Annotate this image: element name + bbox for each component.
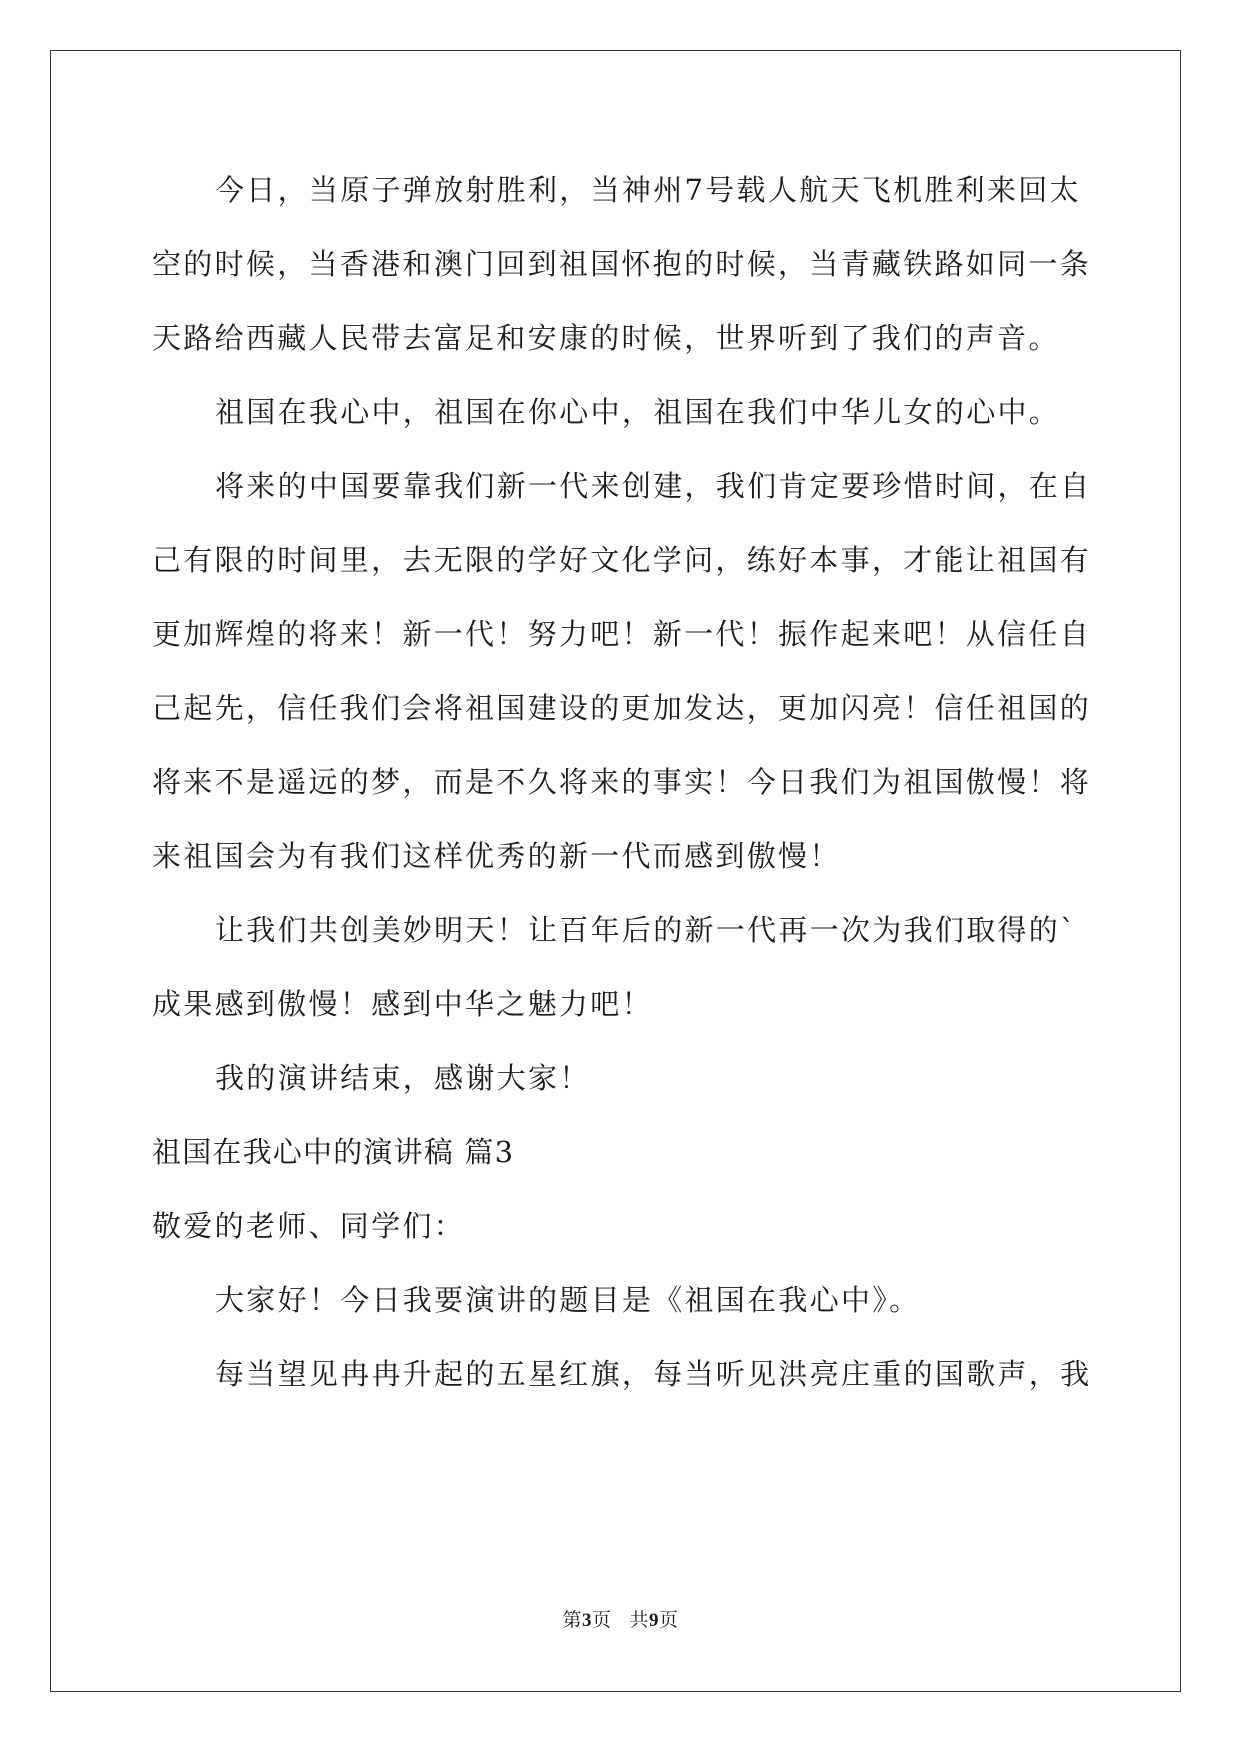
text-line: 己有限的时间里，去无限的学好文化学问，练好本事，才能让祖国有 <box>152 543 1092 577</box>
text-line: 我的演讲结束，感谢大家！ <box>215 1061 591 1095</box>
page-number-suffix: 页 <box>591 1609 612 1631</box>
text-line: 更加辉煌的将来！新一代！努力吧！新一代！振作起来吧！从信任自 <box>152 617 1092 651</box>
document-body <box>152 160 1092 1418</box>
text-line: 每当望见冉冉升起的五星红旗，每当听见洪亮庄重的国歌声，我 <box>215 1357 1092 1391</box>
current-page-number: 3 <box>581 1610 592 1631</box>
text-line: 让我们共创美妙明天！让百年后的新一代再一次为我们取得的` <box>215 913 1077 947</box>
total-page-count: 9 <box>649 1610 660 1631</box>
text-line: 今日，当原子弹放射胜利，当神州7号载人航天飞机胜利来回太 <box>215 173 1081 207</box>
text-line: 大家好！今日我要演讲的题目是《祖国在我心中》。 <box>215 1283 921 1317</box>
page-footer <box>0 1608 1241 1633</box>
text-line: 成果感到傲慢！感到中华之魅力吧！ <box>152 987 653 1021</box>
total-pages-suffix: 页 <box>659 1609 679 1631</box>
text-line: 将来不是遥远的梦，而是不久将来的事实！今日我们为祖国傲慢！将 <box>152 765 1092 799</box>
text-line: 己起先，信任我们会将祖国建设的更加发达，更加闪亮！信任祖国的 <box>152 691 1092 725</box>
salutation: 敬爱的老师、同学们： <box>152 1209 466 1243</box>
text-line: 将来的中国要靠我们新一代来创建，我们肯定要珍惜时间，在自 <box>215 469 1092 503</box>
text-line: 祖国在我心中，祖国在你心中，祖国在我们中华儿女的心中。 <box>215 395 1061 429</box>
text-line: 来祖国会为有我们这样优秀的新一代而感到傲慢！ <box>152 839 841 873</box>
text-line: 空的时候，当香港和澳门回到祖国怀抱的时候，当青藏铁路如同一条 <box>152 247 1092 281</box>
section-heading: 祖国在我心中的演讲稿 篇3 <box>152 1135 515 1169</box>
text-line: 天路给西藏人民带去富足和安康的时候，世界听到了我们的声音。 <box>152 321 1060 355</box>
page-number-prefix: 第 <box>562 1609 582 1631</box>
total-pages-prefix: 共 <box>629 1609 650 1631</box>
